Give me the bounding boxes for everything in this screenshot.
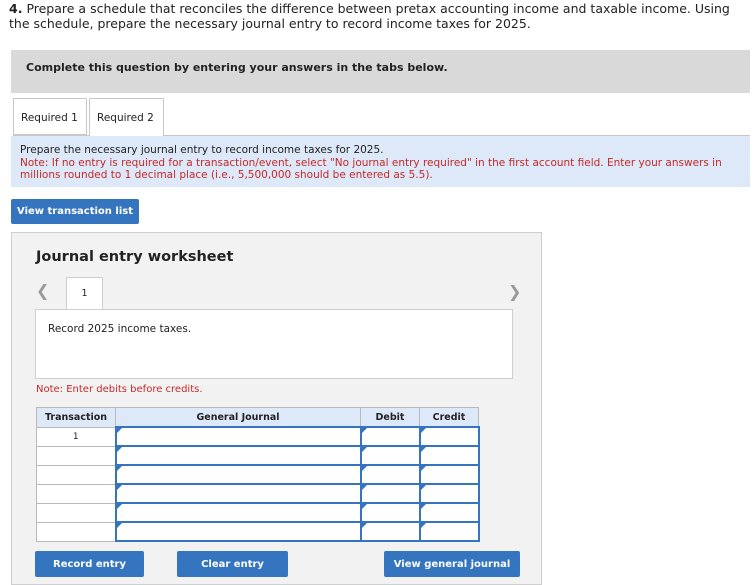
transaction-cell xyxy=(37,484,116,503)
transaction-cell xyxy=(37,503,116,522)
account-select[interactable] xyxy=(116,427,361,446)
transaction-cell: 1 xyxy=(37,427,116,446)
view-transaction-list-button[interactable]: View transaction list xyxy=(11,199,139,224)
account-select[interactable] xyxy=(116,484,361,503)
view-general-journal-button[interactable]: View general journal xyxy=(384,551,520,577)
chevron-right-icon[interactable]: ❯ xyxy=(508,282,522,301)
account-select[interactable] xyxy=(116,503,361,522)
question-body: Prepare a schedule that reconciles the difference between pretax accounting income and taxable income. Using the schedule, prepare the necessary journal entry to record income taxes for 2025. xyxy=(9,1,730,31)
instructions-panel xyxy=(11,136,750,187)
banner-text: Complete this question by entering your answers in the tabs below. xyxy=(26,61,448,74)
account-select[interactable] xyxy=(116,446,361,465)
table-row xyxy=(37,446,479,465)
worksheet-note: Note: Enter debits before credits. xyxy=(36,384,203,395)
record-entry-button[interactable]: Record entry xyxy=(35,551,144,577)
transaction-cell xyxy=(37,522,116,541)
account-select[interactable] xyxy=(116,465,361,484)
table-row xyxy=(37,522,479,541)
worksheet-title: Journal entry worksheet xyxy=(36,249,234,265)
entry-description xyxy=(35,309,513,379)
debit-input[interactable] xyxy=(361,484,420,503)
debit-input[interactable] xyxy=(361,465,420,484)
journal-entry-worksheet xyxy=(11,232,542,585)
debit-input[interactable] xyxy=(361,522,420,541)
debit-input[interactable] xyxy=(361,446,420,465)
instructions-note: Note: If no entry is required for a transaction/event, select "No journal entry required" in the first account field. Enter your answers in millions rounded to 1 decimal place (i.e., 5,500,000 should be entered as 5.5). xyxy=(20,156,722,181)
tab-required-2[interactable]: Required 2 xyxy=(89,98,164,137)
instruction-banner xyxy=(11,50,750,93)
table-row xyxy=(37,465,479,484)
credit-input[interactable] xyxy=(420,427,479,446)
credit-input[interactable] xyxy=(420,503,479,522)
tab-required-1[interactable]: Required 1 xyxy=(13,98,87,135)
worksheet-page-tab[interactable]: 1 xyxy=(66,277,103,310)
credit-input[interactable] xyxy=(420,522,479,541)
column-header-debit: Debit xyxy=(361,408,420,428)
clear-entry-button[interactable]: Clear entry xyxy=(177,551,288,577)
account-select[interactable] xyxy=(116,522,361,541)
chevron-left-icon[interactable]: ❮ xyxy=(36,281,50,300)
question-text xyxy=(9,1,747,31)
table-row xyxy=(37,503,479,522)
column-header-credit: Credit xyxy=(420,408,479,428)
table-row xyxy=(37,427,479,446)
debit-input[interactable] xyxy=(361,503,420,522)
entry-description-text: Record 2025 income taxes. xyxy=(48,323,192,335)
transaction-cell xyxy=(37,465,116,484)
debit-input[interactable] xyxy=(361,427,420,446)
column-header-transaction: Transaction xyxy=(37,408,116,428)
instructions-text: Prepare the necessary journal entry to record income taxes for 2025. xyxy=(20,144,384,156)
column-header-general-journal: General Journal xyxy=(116,408,361,428)
journal-table xyxy=(36,407,480,542)
question-number: 4. xyxy=(9,1,23,16)
credit-input[interactable] xyxy=(420,484,479,503)
credit-input[interactable] xyxy=(420,446,479,465)
table-row xyxy=(37,484,479,503)
credit-input[interactable] xyxy=(420,465,479,484)
transaction-cell xyxy=(37,446,116,465)
